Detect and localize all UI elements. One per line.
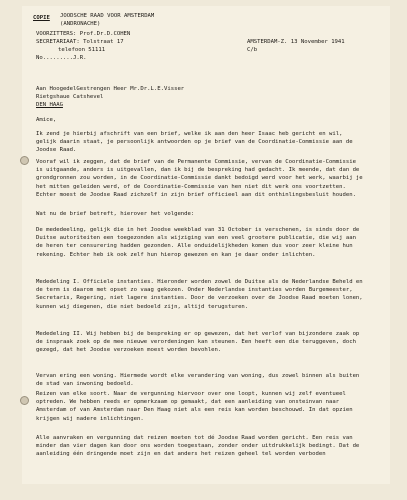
body-paragraph: Vooraf wil ik zeggen, dat de brief van de Permanente Commissie, vervan de Coordinatie-Commissie is uitgaande, anders is uitgevallen, dan ik bij de bespreking had gedacht. Ik meende, dat dan de grondgronnen zou worden, in de Coordinatie-Commissie dankt bedoigd werd voor het werk, waarbij je het mitten geleiden werd, of de Coordinatie-Commissie van hen niet dit werk ons voortzetten. Echter moest de Joodse Raad zichzelf in zijn brief officieel aan dit onthinlingsbesluit houden. <box>36 159 363 198</box>
body-paragraph: Wat nu de brief betreft, hierover het volgende: <box>36 211 195 217</box>
body-paragraph: Alle aanvraken en vergunning dat reizen moeten tot dé Joodse Raad worden gericht. Een reis van minder dan vier dagen kan door ons worden toegestaan, zonder onder uitdrukkelijk bedingt. Dat de aanleiding één dringende moet zijn en dat anders het reizen geheel tel worden verboden <box>36 435 360 458</box>
letter-date: AMSTERDAM-Z. 13 November 1941 <box>247 39 345 45</box>
letterhead-chairman: VOORZITTERS: Prof.Dr.D.COHEN <box>36 31 131 37</box>
body-paragraph: Mededeling I. Officiele instanties. Hieronder worden zowel de Duitse als de Nederlandse Beheld en de term is daarom met opset zo vaag gekozen. Onder Nederlandse instanties worden Burgemeester, Secretaris, Regering, niet lagere instanties. Door de verzoeken over de Joodse Raad moeten lonen, kunnen wij diegenen, die niet bedoeld zijn, altijd terugsturen. <box>36 279 363 310</box>
letterhead-secretariat: SECRETARIAAT: Tolstraat 17 <box>36 39 124 45</box>
letterhead-organisation: JOODSCHE RAAD VOOR AMSTERDAM <box>60 13 155 19</box>
addressee-line-2: Rietgshaue Catshevel <box>36 94 104 100</box>
body-paragraph: De mededeeling, gelijk die in het Joodse weekblad van 31 October is verschenen, is sinds door de Duitse autoriteiten een toegezonden als wijziging van een veel grootere publicatie, die wij aan de heren ter censurering hadden gezonden. Alle onduidelijkheden komen dus voor zeer kleine hun rekening. Echter heb ik ook zelf hun hierop gewezen en kan je daar onder inlichten. <box>36 227 360 258</box>
copy-stamp: COPIE <box>33 15 50 21</box>
punch-hole-top <box>20 156 29 165</box>
addressee-line-1: Aan HoogedelGestrengen Heer Mr.Dr.L.E.Visser <box>36 86 185 92</box>
letterhead-phone: telefoon 51111 <box>58 47 106 53</box>
body-paragraph: Mededeling II. Wij hebben bij de bespreking er op gewezen, dat het verlof van bijzondere zaak op de inspraak zoek op de mee nieuwe verordeningen kan steunen. Een heeft een die teruggeven, doch gezegd, dat het Joodse verzoeken moest worden bevohlen. <box>36 331 360 354</box>
letterhead-subtitle: (ANDRONACHE) <box>60 21 101 27</box>
letter-reference: C/b <box>247 47 258 53</box>
punch-hole-bottom <box>20 396 29 405</box>
body-paragraph: Vervan ering een woning. Hiermede wordt elke verandering van woning, dus zowel binnen als buiten de stad van inwoning bedoeld. <box>36 373 360 388</box>
addressee-line-3: DEN HAAG <box>36 102 63 108</box>
body-paragraph: Ik zend je hierbij afschrift van een brief, welke ik aan den heer Isaac heb gericht en wil, gelijk daarin staat, je persoonlijk antwoorden op je brief van de Coordinatie-Commissie aan de Joodse Raad. <box>36 131 353 154</box>
body-paragraph: Reizen van elke soort. Naar de vergunning hiervoor over one loopt, kunnen wij zelf eventueel optreden. We hebben reeds er opmerkzaam op gemaakt, dat een aanleiding van onsteinvan naar Amsterdam of van Amsterdam naar Den Haag niet als een reis kan worden beschouwd. In dat opzien krijgen wij nadere inlichtingen. <box>36 391 353 422</box>
letterhead-reference-number: No.........J.R. <box>36 55 87 61</box>
salutation: Amice, <box>36 117 57 123</box>
